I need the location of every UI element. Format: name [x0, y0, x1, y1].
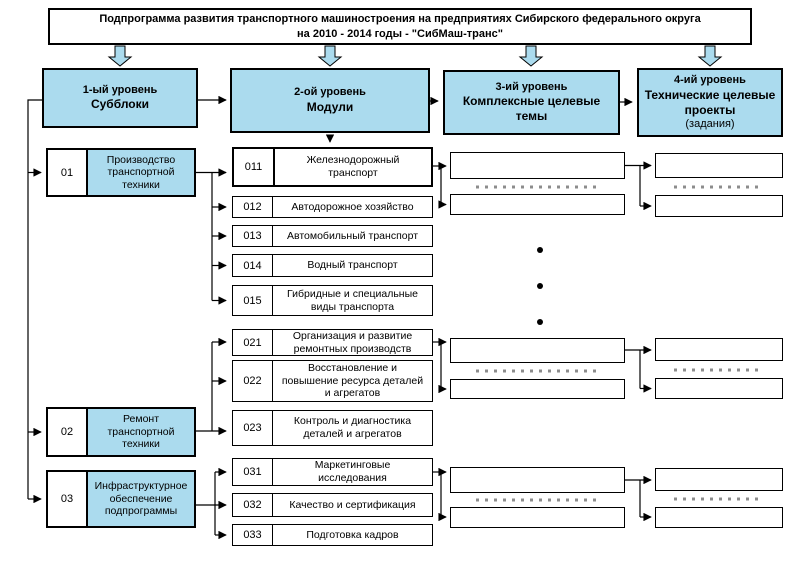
module-022 — [232, 360, 433, 402]
level-4-header — [637, 68, 783, 137]
theme-placeholder-box — [450, 338, 625, 363]
project-placeholder-box — [655, 468, 783, 491]
module-013 — [232, 225, 433, 247]
module-033 — [232, 524, 433, 546]
module-code: 012 — [233, 197, 273, 217]
module-code: 033 — [233, 525, 273, 545]
down-block-arrow — [699, 46, 721, 66]
project-placeholder-box — [655, 378, 783, 399]
theme-placeholder-box — [450, 194, 625, 215]
module-014 — [232, 254, 433, 277]
level-2-header — [230, 68, 430, 133]
subblock-code: 02 — [48, 409, 88, 455]
module-label: Водный транспорт — [307, 259, 398, 272]
subblock-label: Производство транспортной техники — [88, 150, 194, 195]
module-label: Автодорожное хозяйство — [291, 200, 414, 213]
level-1-label: Субблоки — [90, 97, 150, 112]
module-label: Автомобильный транспорт — [286, 229, 419, 242]
down-block-arrow — [109, 46, 131, 66]
project-placeholder-box — [655, 338, 783, 361]
module-label: Восстановление и повышение ресурса деталей и агрегатов — [281, 362, 424, 400]
level-4-note: (задания) — [685, 117, 735, 130]
subblock-02 — [46, 407, 196, 457]
down-block-arrow — [520, 46, 542, 66]
subblock-code: 03 — [48, 472, 88, 526]
level-2-label: Модули — [306, 99, 354, 114]
level-1-header — [42, 68, 198, 128]
module-code: 032 — [233, 494, 273, 516]
module-032 — [232, 493, 433, 517]
theme-placeholder-box — [450, 379, 625, 399]
subblock-03 — [46, 470, 196, 528]
down-block-arrow — [319, 46, 341, 66]
level-2-name: 2-ой уровень — [294, 86, 366, 99]
project-placeholder-box — [655, 195, 783, 217]
module-code: 013 — [233, 226, 273, 246]
subblock-01 — [46, 148, 196, 197]
module-012 — [232, 196, 433, 218]
level-4-label: Технические целевые проекты — [644, 87, 776, 117]
level-1-name: 1-ый уровень — [82, 83, 158, 96]
vertical-ellipsis-dots — [537, 247, 543, 325]
module-031 — [232, 458, 433, 486]
module-label: Подготовка кадров — [306, 528, 399, 541]
module-015 — [232, 285, 433, 316]
project-placeholder-box — [655, 507, 783, 528]
subblock-label: Инфраструктурное обеспечение подпрограммы — [88, 472, 194, 526]
down-block-arrows — [109, 46, 721, 66]
module-label: Маркетинговые исследования — [314, 459, 391, 484]
module-code: 022 — [233, 361, 273, 401]
theme-placeholder-box — [450, 507, 625, 528]
project-placeholder-box — [655, 153, 783, 178]
module-label: Контроль и диагностика деталей и агрегатов — [293, 415, 412, 440]
program-title-line1: Подпрограмма развития транспортного машиностроения на предприятиях Сибирского федерального округа — [99, 13, 701, 26]
level-3-label: Комплексные целевые темы — [462, 94, 601, 124]
subblock-code: 01 — [48, 150, 88, 195]
level-4-name: 4-ий уровень — [674, 73, 746, 86]
module-code: 015 — [233, 286, 273, 315]
module-code: 021 — [233, 330, 273, 355]
module-label: Железнодорожный транспорт — [306, 154, 400, 179]
module-023 — [232, 410, 433, 446]
subblock-label: Ремонт транспортной техники — [88, 409, 194, 455]
module-021 — [232, 329, 433, 356]
module-label: Гибридные и специальные виды транспорта — [287, 287, 418, 313]
program-title-line2: на 2010 - 2014 годы - "СибМаш-транс" — [297, 27, 503, 40]
module-code: 011 — [234, 149, 275, 185]
module-code: 023 — [233, 411, 273, 445]
theme-placeholder-box — [450, 152, 625, 179]
level-3-header — [443, 70, 620, 135]
module-011 — [232, 147, 433, 187]
theme-placeholder-box — [450, 467, 625, 493]
module-label: Качество и сертификация — [289, 498, 416, 511]
module-code: 014 — [233, 255, 273, 276]
program-title-box — [48, 8, 752, 45]
level-3-name: 3-ий уровень — [495, 80, 568, 93]
module-label: Организация и развитие ремонтных производств — [292, 329, 413, 355]
module-code: 031 — [233, 459, 273, 485]
